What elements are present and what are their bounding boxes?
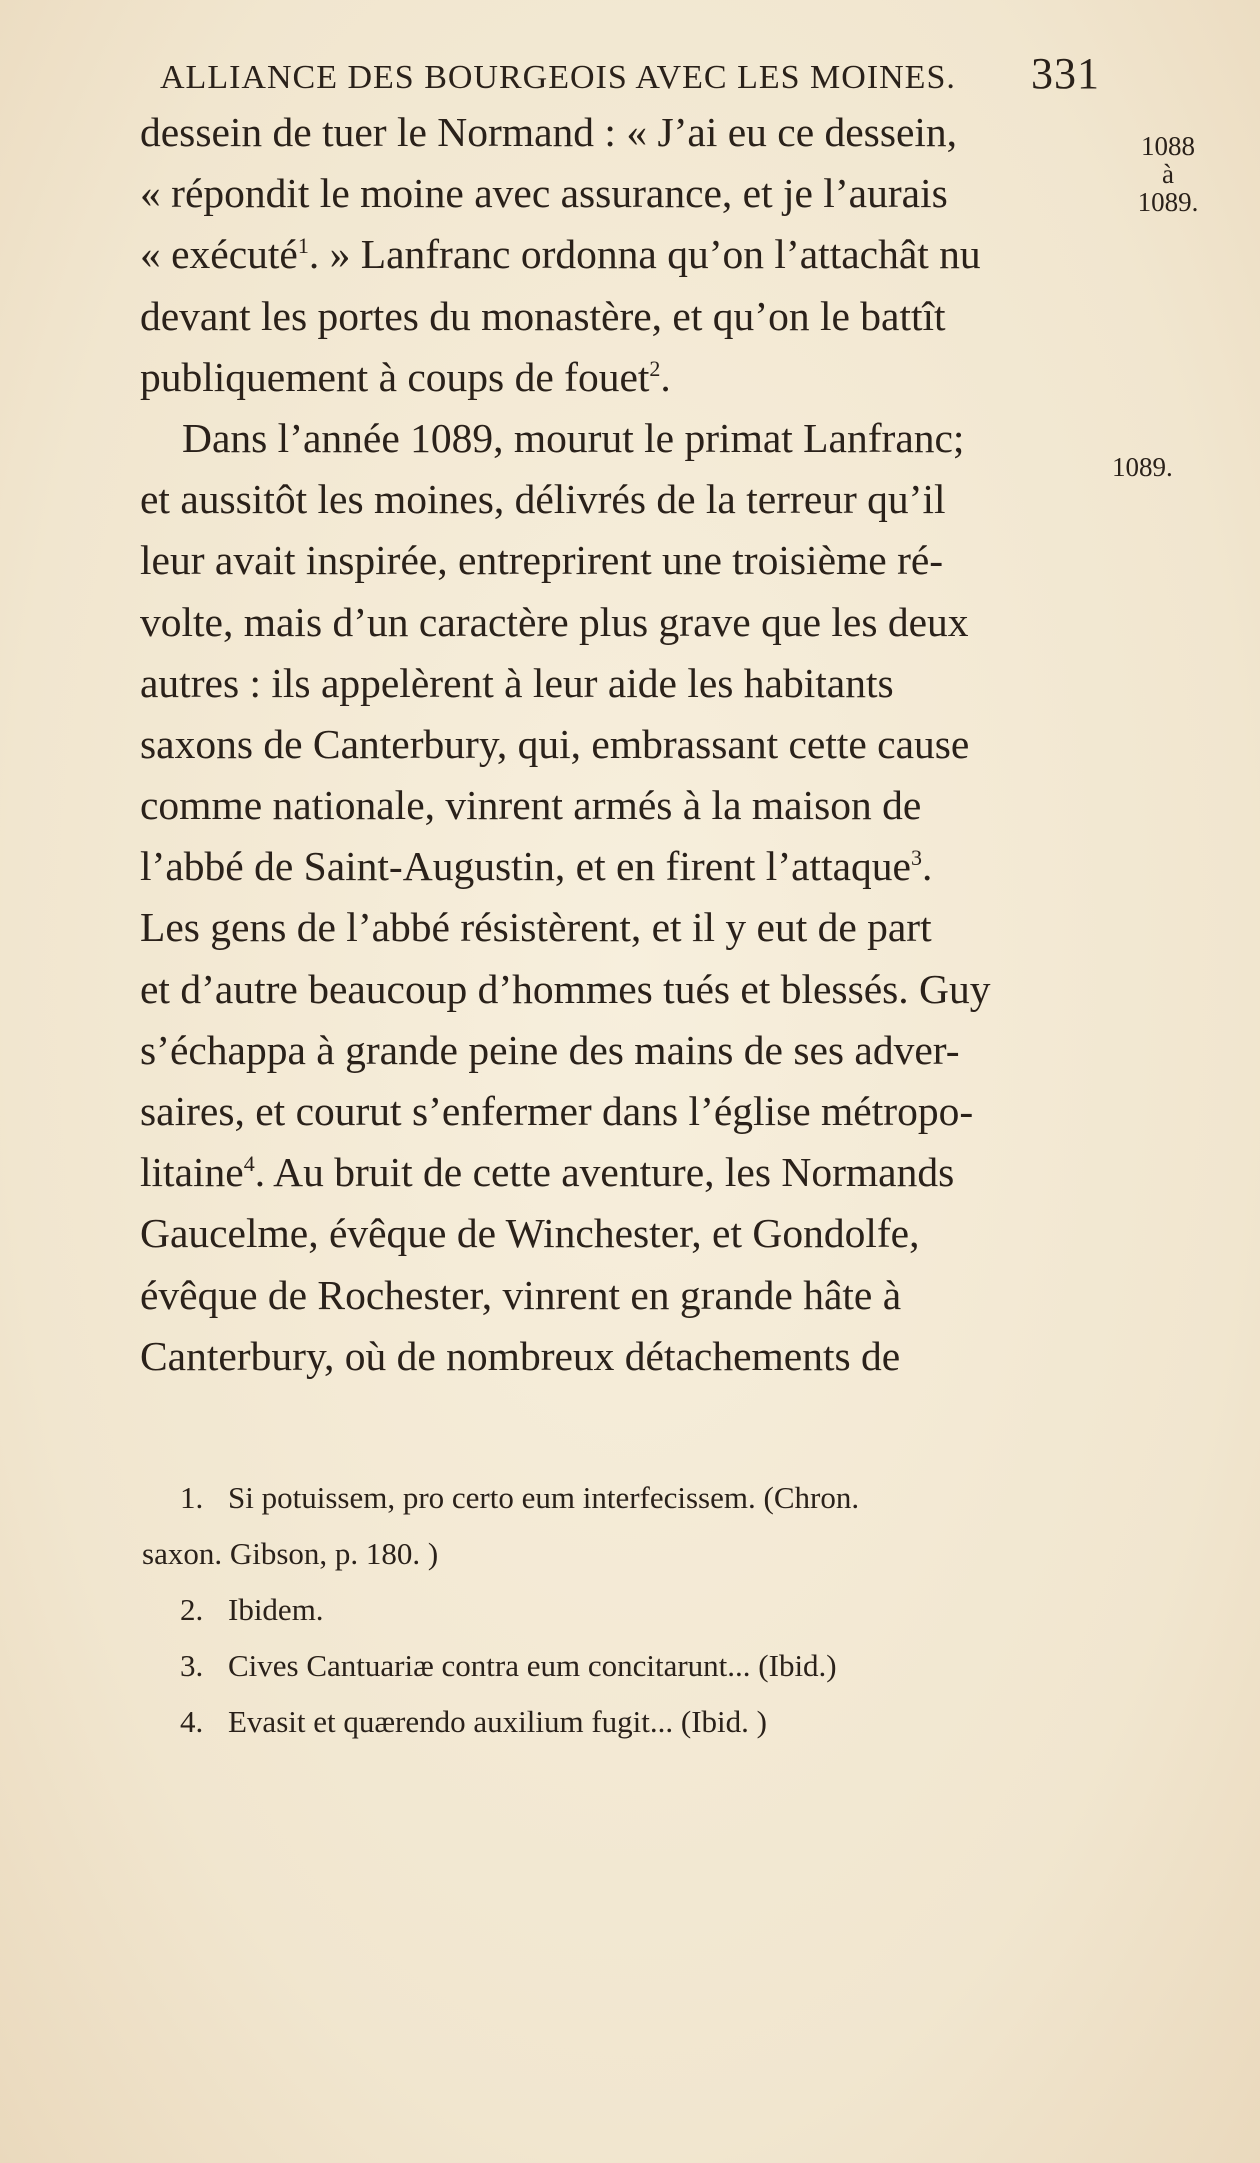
text-line: « répondit le moine avec assurance, et je l’aurais: [140, 170, 948, 217]
text-line: leur avait inspirée, entreprirent une troisième ré-: [140, 537, 944, 584]
footnote-ref: 4: [243, 1151, 255, 1177]
text-line: Dans l’année 1089, mourut le primat Lanfranc;: [182, 414, 965, 461]
margin-date-end: 1089.: [1137, 187, 1199, 217]
text-line: publiquement à coups de fouet$^2$.: [140, 353, 671, 400]
footnote-ref: 3: [910, 845, 922, 871]
text-line: « exécuté$^1$. » Lanfranc ordonna qu’on l’attachât nu: [140, 231, 981, 278]
text-line: saxons de Canterbury, qui, embrassant cette cause: [140, 720, 970, 767]
footnote: 3. Cives Cantuariæ contra eum concitarunt... (Ibid.): [180, 1648, 837, 1683]
footnote: 2. Ibidem.: [180, 1592, 324, 1627]
text-line: évêque de Rochester, vinrent en grande hâte à: [140, 1271, 902, 1318]
running-header: [160, 48, 1100, 99]
text-line: litaine$^4$. Au bruit de cette aventure, les Normands: [140, 1149, 955, 1196]
text-line: Les gens de l’abbé résistèrent, et il y eut de part: [140, 904, 932, 951]
text-line: Canterbury, où de nombreux détachements de: [140, 1332, 901, 1379]
margin-date-sep: à: [1162, 159, 1174, 189]
text-line: comme nationale, vinrent armés à la maison de: [140, 782, 922, 829]
footnote: 1. Si potuissem, pro certo eum interfecissem. (Chron.: [180, 1480, 860, 1515]
margin-date-start: 1088: [1141, 131, 1195, 161]
text-line: l’abbé de Saint-Augustin, et en firent l’attaque$^3$.: [140, 843, 933, 890]
footnotes: [140, 1470, 1100, 1750]
footnote-continuation: saxon. Gibson, p. 180. ): [142, 1536, 439, 1571]
page-number: 331: [1031, 49, 1100, 98]
text-line: saires, et courut s’enfermer dans l’église métropo-: [140, 1088, 974, 1134]
footnote: 4. Evasit et quærendo auxilium fugit... (Ibid. ): [180, 1704, 767, 1739]
margin-date-single: 1089.: [1112, 452, 1173, 482]
text-line: autres : ils appelèrent à leur aide les habitants: [140, 659, 894, 706]
text-line: s’échappa à grande peine des mains de ses adver-: [140, 1026, 960, 1073]
text-line: et d’autre beaucoup d’hommes tués et blessés. Guy: [140, 965, 991, 1012]
text-line: et aussitôt les moines, délivrés de la terreur qu’il: [140, 476, 946, 523]
text-line: devant les portes du monastère, et qu’on le battît: [140, 292, 946, 339]
text-line: Gaucelme, évêque de Winchester, et Gondolfe,: [140, 1210, 920, 1257]
footnote-ref: 2: [649, 355, 661, 381]
header-title: ALLIANCE DES BOURGEOIS AVEC LES MOINES.: [160, 59, 956, 96]
margin-date-range: [1108, 132, 1228, 216]
body-text: [140, 102, 1100, 1387]
text-line: dessein de tuer le Normand : « J’ai eu ce dessein,: [140, 109, 958, 155]
text-line: volte, mais d’un caractère plus grave que les deux: [140, 598, 969, 645]
footnote-ref: 1: [297, 233, 309, 259]
